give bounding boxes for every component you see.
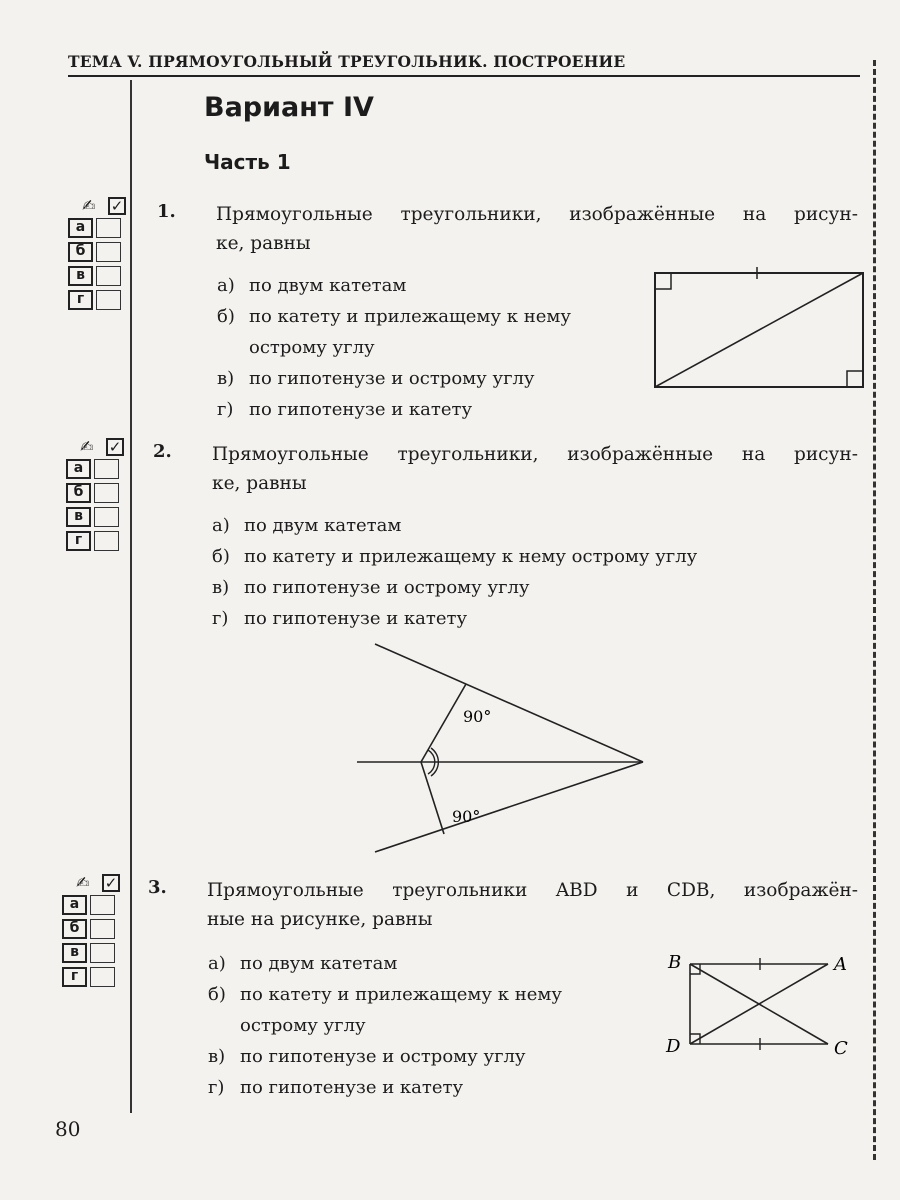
- option-g: г) по гипотенузе и катету: [217, 399, 473, 420]
- part-title: Часть 1: [204, 150, 291, 174]
- option-b-cont: острому углу: [249, 337, 375, 358]
- option-a: а) по двум катетам: [208, 953, 398, 974]
- option-b: б) по катету и прилежащему к нему: [217, 306, 571, 327]
- question-text: [216, 200, 858, 258]
- answer-letter: г: [68, 290, 93, 310]
- answer-letter: г: [62, 967, 87, 987]
- answer-checkbox-a[interactable]: [94, 459, 119, 479]
- option-b: б) по катету и прилежащему к нему: [208, 984, 562, 1005]
- answer-checkbox-a[interactable]: [96, 218, 121, 238]
- options-list: [208, 948, 562, 1103]
- question-number: 3.: [148, 877, 167, 898]
- answer-letter: а: [62, 895, 87, 915]
- option-g: г) по гипотенузе и катету: [208, 1077, 464, 1098]
- option-a: а) по двум катетам: [212, 515, 402, 536]
- options-list: [217, 270, 571, 425]
- question-text: [212, 440, 858, 498]
- pencil-icon: ✍: [82, 196, 96, 215]
- vertex-label-b: B: [668, 952, 682, 973]
- question-number: 1.: [157, 201, 176, 222]
- answer-letter: б: [62, 919, 87, 939]
- option-a: а) по двум катетам: [217, 275, 407, 296]
- option-b: б) по катету и прилежащему к нему острому углу: [212, 546, 698, 567]
- vertex-label-a: A: [834, 954, 847, 975]
- answer-box-2: [66, 437, 134, 555]
- options-list: [212, 510, 697, 634]
- option-g: г) по гипотенузе и катету: [212, 608, 468, 629]
- answer-letter: г: [66, 531, 91, 551]
- answer-checkbox-v[interactable]: [90, 943, 115, 963]
- answer-box-1: [68, 196, 136, 314]
- answer-checkbox-v[interactable]: [94, 507, 119, 527]
- answer-checkbox-b[interactable]: [96, 242, 121, 262]
- checkbox-icon: ✓: [108, 197, 126, 215]
- answer-checkbox-b[interactable]: [90, 919, 115, 939]
- answer-letter: в: [66, 507, 91, 527]
- page-header-title: ТЕМА V. ПРЯМОУГОЛЬНЫЙ ТРЕУГОЛЬНИК. ПОСТРОЕНИЕ: [68, 52, 626, 71]
- angle-label-bottom: 90°: [452, 807, 481, 826]
- angle-label-top: 90°: [463, 707, 492, 726]
- question-text-line1: Прямоугольные треугольники ABD и CDB, изображён-: [207, 880, 858, 901]
- answer-checkbox-v[interactable]: [96, 266, 121, 286]
- vertex-label-c: C: [834, 1038, 848, 1059]
- figure-rectangle-diagonal: [650, 265, 870, 395]
- pencil-icon: ✍: [76, 873, 90, 892]
- answer-box-3: [62, 873, 130, 991]
- option-v: в) по гипотенузе и острому углу: [217, 368, 535, 389]
- question-text: [207, 876, 858, 934]
- answer-letter: б: [66, 483, 91, 503]
- figure-abdc: [660, 948, 860, 1058]
- answer-checkbox-a[interactable]: [90, 895, 115, 915]
- answer-letter: б: [68, 242, 93, 262]
- question-text-line1: Прямоугольные треугольники, изображённые на рисун-: [212, 444, 858, 465]
- answer-checkbox-g[interactable]: [94, 531, 119, 551]
- checkbox-icon: ✓: [102, 874, 120, 892]
- variant-title: Вариант IV: [204, 92, 374, 123]
- page-number: 80: [55, 1117, 81, 1141]
- header-rule: [68, 75, 860, 77]
- question-text-line1: Прямоугольные треугольники, изображённые на рисун-: [216, 204, 858, 225]
- option-v: в) по гипотенузе и острому углу: [212, 577, 530, 598]
- answer-letter: в: [62, 943, 87, 963]
- cut-line: [873, 60, 876, 1160]
- pencil-icon: ✍: [80, 437, 94, 456]
- answer-letter: а: [66, 459, 91, 479]
- answer-checkbox-b[interactable]: [94, 483, 119, 503]
- answer-letter: в: [68, 266, 93, 286]
- answer-checkbox-g[interactable]: [90, 967, 115, 987]
- question-text-line2: ные на рисунке, равны: [207, 909, 433, 930]
- answer-checkbox-g[interactable]: [96, 290, 121, 310]
- question-text-line2: ке, равны: [216, 233, 311, 254]
- checkbox-icon: ✓: [106, 438, 124, 456]
- option-b-cont: острому углу: [240, 1015, 366, 1036]
- answer-letter: а: [68, 218, 93, 238]
- question-text-line2: ке, равны: [212, 473, 307, 494]
- figure-kite: [355, 640, 655, 860]
- option-v: в) по гипотенузе и острому углу: [208, 1046, 526, 1067]
- question-number: 2.: [153, 441, 172, 462]
- vertex-label-d: D: [666, 1036, 681, 1057]
